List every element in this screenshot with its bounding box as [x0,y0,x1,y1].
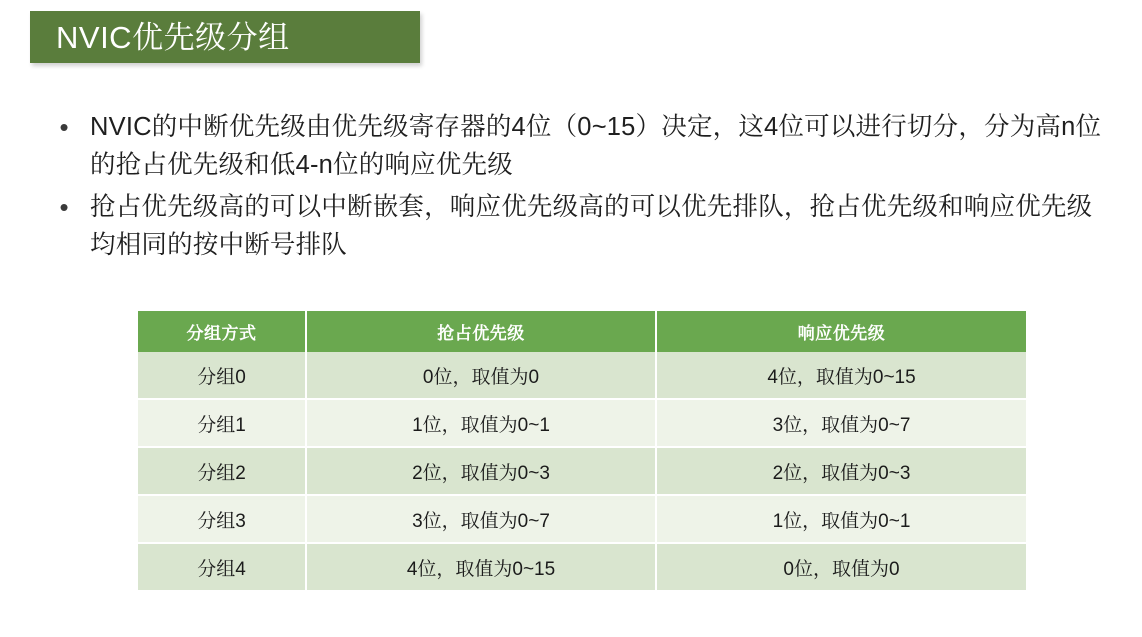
priority-group-table-wrapper [138,311,1026,590]
table-column-header: 分组方式 [138,311,306,352]
bullet-marker-icon: • [59,112,69,142]
table-row [138,399,1026,447]
table-cell-preempt: 2位，取值为0~3 [306,447,656,495]
table-row [138,543,1026,590]
bullet-text: NVIC的中断优先级由优先级寄存器的4位（0~15）决定，这4位可以进行切分，分为高n位的抢占优先级和低4-n位的响应优先级 [90,113,1102,179]
slide-title-banner [30,11,420,63]
table-cell-response: 3位，取值为0~7 [656,399,1026,447]
list-item [38,108,1113,184]
table-cell-preempt: 0位，取值为0 [306,352,656,399]
table-cell-group: 分组2 [138,447,306,495]
table-cell-preempt: 1位，取值为0~1 [306,399,656,447]
bullet-list [38,108,1113,268]
bullet-text: 抢占优先级高的可以中断嵌套，响应优先级高的可以优先排队，抢占优先级和响应优先级均相同的按中断号排队 [90,193,1093,259]
priority-group-table [138,311,1026,590]
table-cell-response: 1位，取值为0~1 [656,495,1026,543]
page-title: NVIC优先级分组 [56,19,290,55]
table-cell-response: 2位，取值为0~3 [656,447,1026,495]
table-cell-preempt: 3位，取值为0~7 [306,495,656,543]
table-row [138,495,1026,543]
list-item [38,188,1113,264]
table-cell-response: 4位，取值为0~15 [656,352,1026,399]
table-row [138,352,1026,399]
table-row [138,447,1026,495]
table-cell-group: 分组3 [138,495,306,543]
table-header-row [138,311,1026,352]
table-cell-group: 分组4 [138,543,306,590]
table-cell-group: 分组1 [138,399,306,447]
table-cell-preempt: 4位，取值为0~15 [306,543,656,590]
table-column-header: 抢占优先级 [306,311,656,352]
table-cell-response: 0位，取值为0 [656,543,1026,590]
table-column-header: 响应优先级 [656,311,1026,352]
bullet-marker-icon: • [59,192,69,222]
table-cell-group: 分组0 [138,352,306,399]
